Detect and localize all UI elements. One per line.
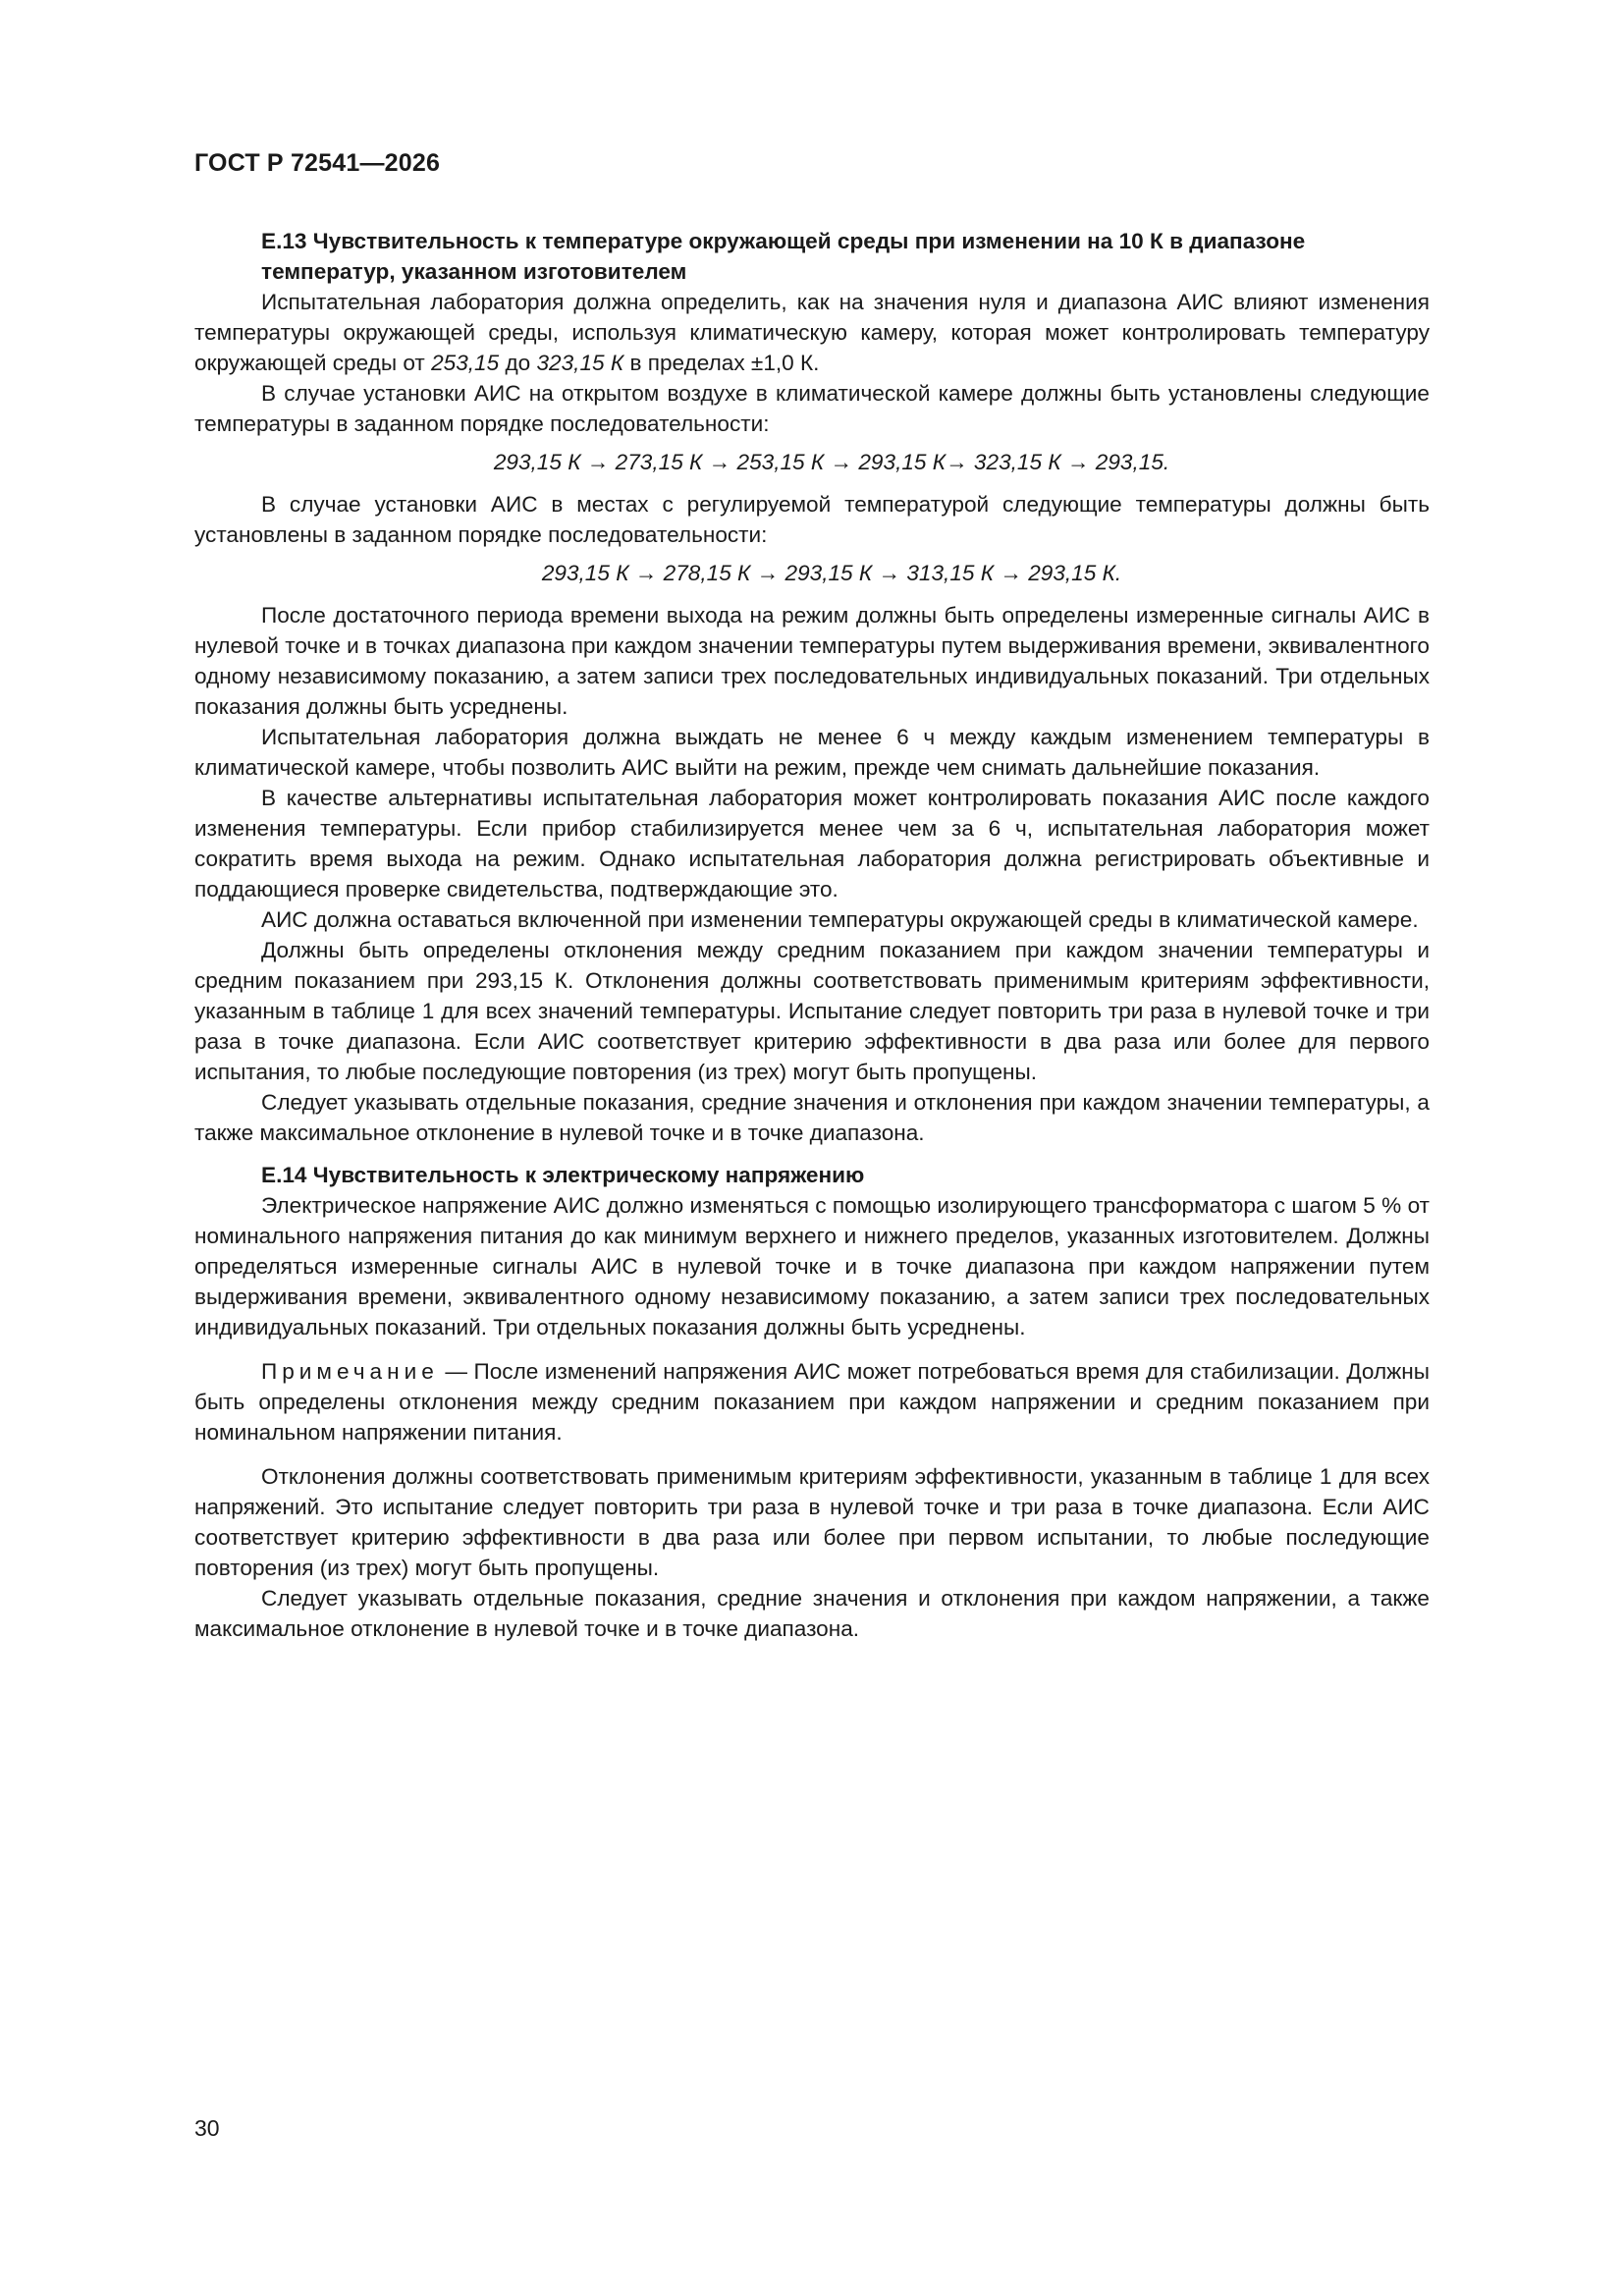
paragraph: Электрическое напряжение АИС должно изменяться с помощью изолирующего трансформатора с шагом 5 % от номинального напряжения питания до как минимум верхнего и нижнего пределов, указанных изготовителем. Должны определяться измеренные сигналы АИС в нулевой точке и в точке диапазона при каждом напряжении путем выдерживания времени, эквивалентного одному независимому показанию, а затем записи трех последовательных индивидуальных показаний. Три отдельных показания должны быть усреднены. xyxy=(194,1193,1430,1339)
paragraph: Отклонения должны соответствовать применимым критериям эффективности, указанным в таблице 1 для всех напряжений. Это испытание следует повторить три раза в нулевой точке и три раза в точке диапазона. Если АИС соответствует критерию эффективности в два раза или более при первом испытании, то любые последующие повторения (из трех) могут быть пропущены. xyxy=(194,1464,1430,1580)
paragraph: Должны быть определены отклонения между средним показанием при каждом значении температуры и средним показанием при 293,15 К. Отклонения должны соответствовать применимым критериям эффективности, указанным в таблице 1 для всех значений температуры. Испытание следует повторить три раза в нулевой точке и три раза в точке диапазона. Если АИС соответствует критерию эффективности в два раза или более для первого испытания, то любые последующие повторения (из трех) могут быть пропущены. xyxy=(194,938,1430,1084)
paragraph-text: Испытательная лаборатория должна определить, как на значения нуля и диапазона АИС влияют изменения температуры окружающей среды, используя климатическую камеру, которая может контролировать температуру окружающей среды от xyxy=(194,290,1430,375)
section-e14-heading: Е.14 Чувствительность к электрическому напряжению xyxy=(261,1163,865,1187)
paragraph: Испытательная лаборатория должна выждать не менее 6 ч между каждым изменением температуры в климатической камере, чтобы позволить АИС выйти на режим, прежде чем снимать дальнейшие показания. xyxy=(194,725,1430,780)
page-number: 30 xyxy=(194,2115,220,2141)
temperature-value: 253,15 xyxy=(431,351,500,375)
standard-designation: ГОСТ Р 72541—2026 xyxy=(194,149,441,177)
paragraph: В случае установки АИС в местах с регулируемой температурой следующие температуры должны быть установлены в заданном порядке последовательности: xyxy=(194,492,1430,547)
paragraph xyxy=(194,287,1430,378)
paragraph-text: в пределах ±1,0 К. xyxy=(623,351,820,375)
paragraph-text: до xyxy=(499,351,537,375)
note xyxy=(194,1356,1430,1448)
paragraph: АИС должна оставаться включенной при изменении температуры окружающей среды в климатической камере. xyxy=(261,907,1419,932)
paragraph: Следует указывать отдельные показания, средние значения и отклонения при каждом напряжении, а также максимальное отклонение в нулевой точке и в точке диапазона. xyxy=(194,1586,1430,1641)
paragraph: После достаточного периода времени выхода на режим должны быть определены измеренные сигналы АИС в нулевой точке и в точках диапазона при каждом значении температуры путем выдерживания времени, эквивалентного одному независимому показанию, а затем записи трех последовательных индивидуальных показаний. Три отдельных показания должны быть усреднены. xyxy=(194,603,1430,719)
note-text: — После изменений напряжения АИС может потребоваться время для стабилизации. Должны быть определены отклонения между средним показанием при каждом напряжении и средним показанием при номинальном напряжении питания. xyxy=(194,1359,1430,1445)
temperature-sequence-formula: 293,15 К → 273,15 К → 253,15 К → 293,15 К→ 323,15 К → 293,15. xyxy=(493,450,1170,474)
temperature-sequence-formula: 293,15 К → 278,15 К → 293,15 К → 313,15 К → 293,15 К. xyxy=(541,561,1122,585)
section-e13-heading: Е.13 Чувствительность к температуре окружающей среды при изменении на 10 К в диапазоне температур, указанном изготовителем xyxy=(261,229,1306,284)
temperature-value: 323,15 К xyxy=(536,351,624,375)
note-label: Примечание xyxy=(261,1359,439,1384)
paragraph: В качестве альтернативы испытательная лаборатория может контролировать показания АИС после каждого изменения температуры. Если прибор стабилизируется менее чем за 6 ч, испытательная лаборатория может сократить время выхода на режим. Однако испытательная лаборатория должна регистрировать объективные и поддающиеся проверке свидетельства, подтверждающие это. xyxy=(194,786,1430,902)
document-body xyxy=(194,226,1430,1644)
paragraph: Следует указывать отдельные показания, средние значения и отклонения при каждом значении температуры, а также максимальное отклонение в нулевой точке и в точке диапазона. xyxy=(194,1090,1430,1145)
paragraph: В случае установки АИС на открытом воздухе в климатической камере должны быть установлены следующие температуры в заданном порядке последовательности: xyxy=(194,381,1430,436)
